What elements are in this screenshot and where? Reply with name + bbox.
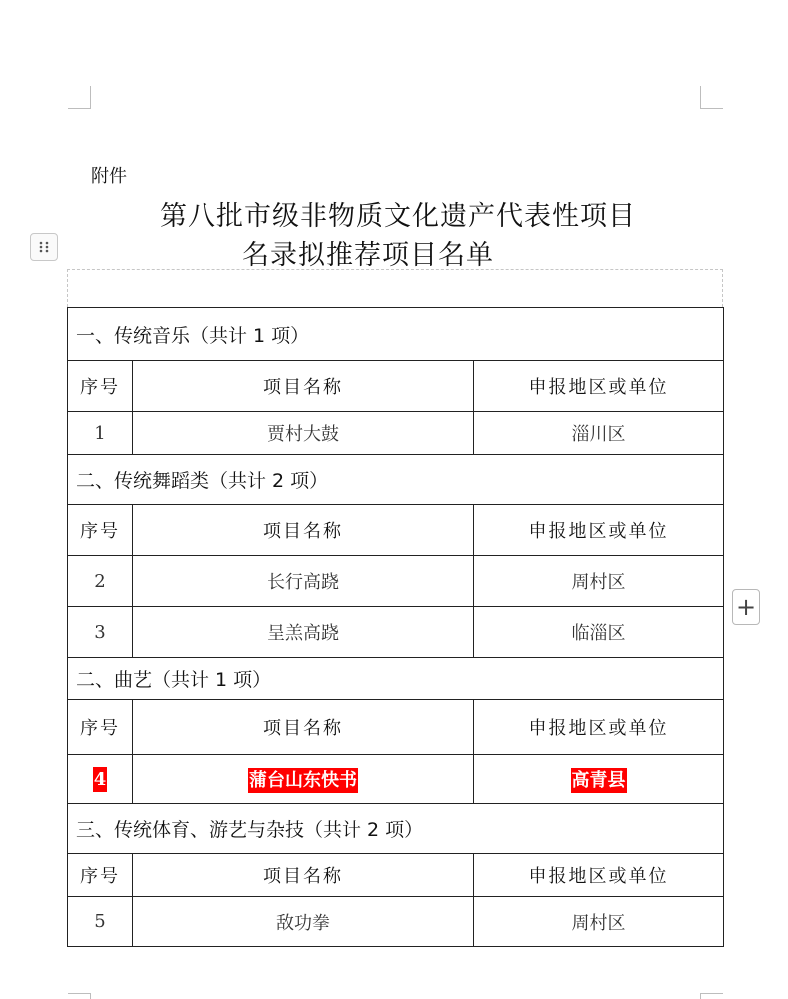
plus-icon: + xyxy=(735,593,757,621)
section-row xyxy=(68,658,724,700)
header-name: 项目名称 xyxy=(133,361,474,412)
add-row-button[interactable] xyxy=(732,589,760,625)
section-row xyxy=(68,308,724,361)
attachment-label: 附件 xyxy=(91,166,127,187)
section-row xyxy=(68,804,724,854)
cell-name: 呈羔高跷 xyxy=(133,607,474,658)
highlighted-text: 4 xyxy=(93,768,107,790)
cell-name xyxy=(133,755,474,804)
table-row xyxy=(68,607,724,658)
cell-seq xyxy=(68,755,133,804)
empty-table-row xyxy=(67,269,723,307)
page-corner-mark xyxy=(68,993,91,999)
table-row-highlighted xyxy=(68,755,724,804)
header-seq: 序号 xyxy=(68,505,133,556)
cell-name: 贾村大鼓 xyxy=(133,412,474,455)
header-row xyxy=(68,854,724,897)
header-seq: 序号 xyxy=(68,854,133,897)
section-title: 一、传统音乐（共计 1 项） xyxy=(68,308,724,361)
drag-handle-icon xyxy=(38,240,50,254)
header-row xyxy=(68,361,724,412)
document-title-line1: 第八批市级非物质文化遗产代表性项目 xyxy=(160,201,636,232)
cell-seq: 5 xyxy=(68,897,133,947)
header-region: 申报地区或单位 xyxy=(474,700,724,755)
section-row xyxy=(68,455,724,505)
header-region: 申报地区或单位 xyxy=(474,361,724,412)
highlighted-text: 蒲台山东快书 xyxy=(249,770,357,791)
table-row xyxy=(68,412,724,455)
header-seq: 序号 xyxy=(68,361,133,412)
header-row xyxy=(68,505,724,556)
table-row xyxy=(68,556,724,607)
table-row xyxy=(68,897,724,947)
table-drag-handle[interactable] xyxy=(30,233,58,261)
document-title-line2: 名录拟推荐项目名单 xyxy=(242,240,494,271)
cell-region xyxy=(474,755,724,804)
section-title: 二、传统舞蹈类（共计 2 项） xyxy=(68,455,724,505)
cell-region: 临淄区 xyxy=(474,607,724,658)
cell-region: 周村区 xyxy=(474,897,724,947)
cell-name: 长行高跷 xyxy=(133,556,474,607)
page-corner-mark xyxy=(700,993,723,999)
header-region: 申报地区或单位 xyxy=(474,505,724,556)
cell-region: 淄川区 xyxy=(474,412,724,455)
section-title: 二、曲艺（共计 1 项） xyxy=(68,658,724,700)
cell-region: 周村区 xyxy=(474,556,724,607)
header-row xyxy=(68,700,724,755)
cell-seq: 3 xyxy=(68,607,133,658)
cell-seq: 1 xyxy=(68,412,133,455)
header-name: 项目名称 xyxy=(133,505,474,556)
page-corner-mark xyxy=(700,86,723,109)
section-title: 三、传统体育、游艺与杂技（共计 2 项） xyxy=(68,804,724,854)
header-region: 申报地区或单位 xyxy=(474,854,724,897)
header-seq: 序号 xyxy=(68,700,133,755)
page-corner-mark xyxy=(68,86,91,109)
header-name: 项目名称 xyxy=(133,700,474,755)
highlighted-text: 高青县 xyxy=(571,770,626,791)
cell-name: 敌功拳 xyxy=(133,897,474,947)
cell-seq: 2 xyxy=(68,556,133,607)
recommended-items-table xyxy=(67,307,724,947)
header-name: 项目名称 xyxy=(133,854,474,897)
